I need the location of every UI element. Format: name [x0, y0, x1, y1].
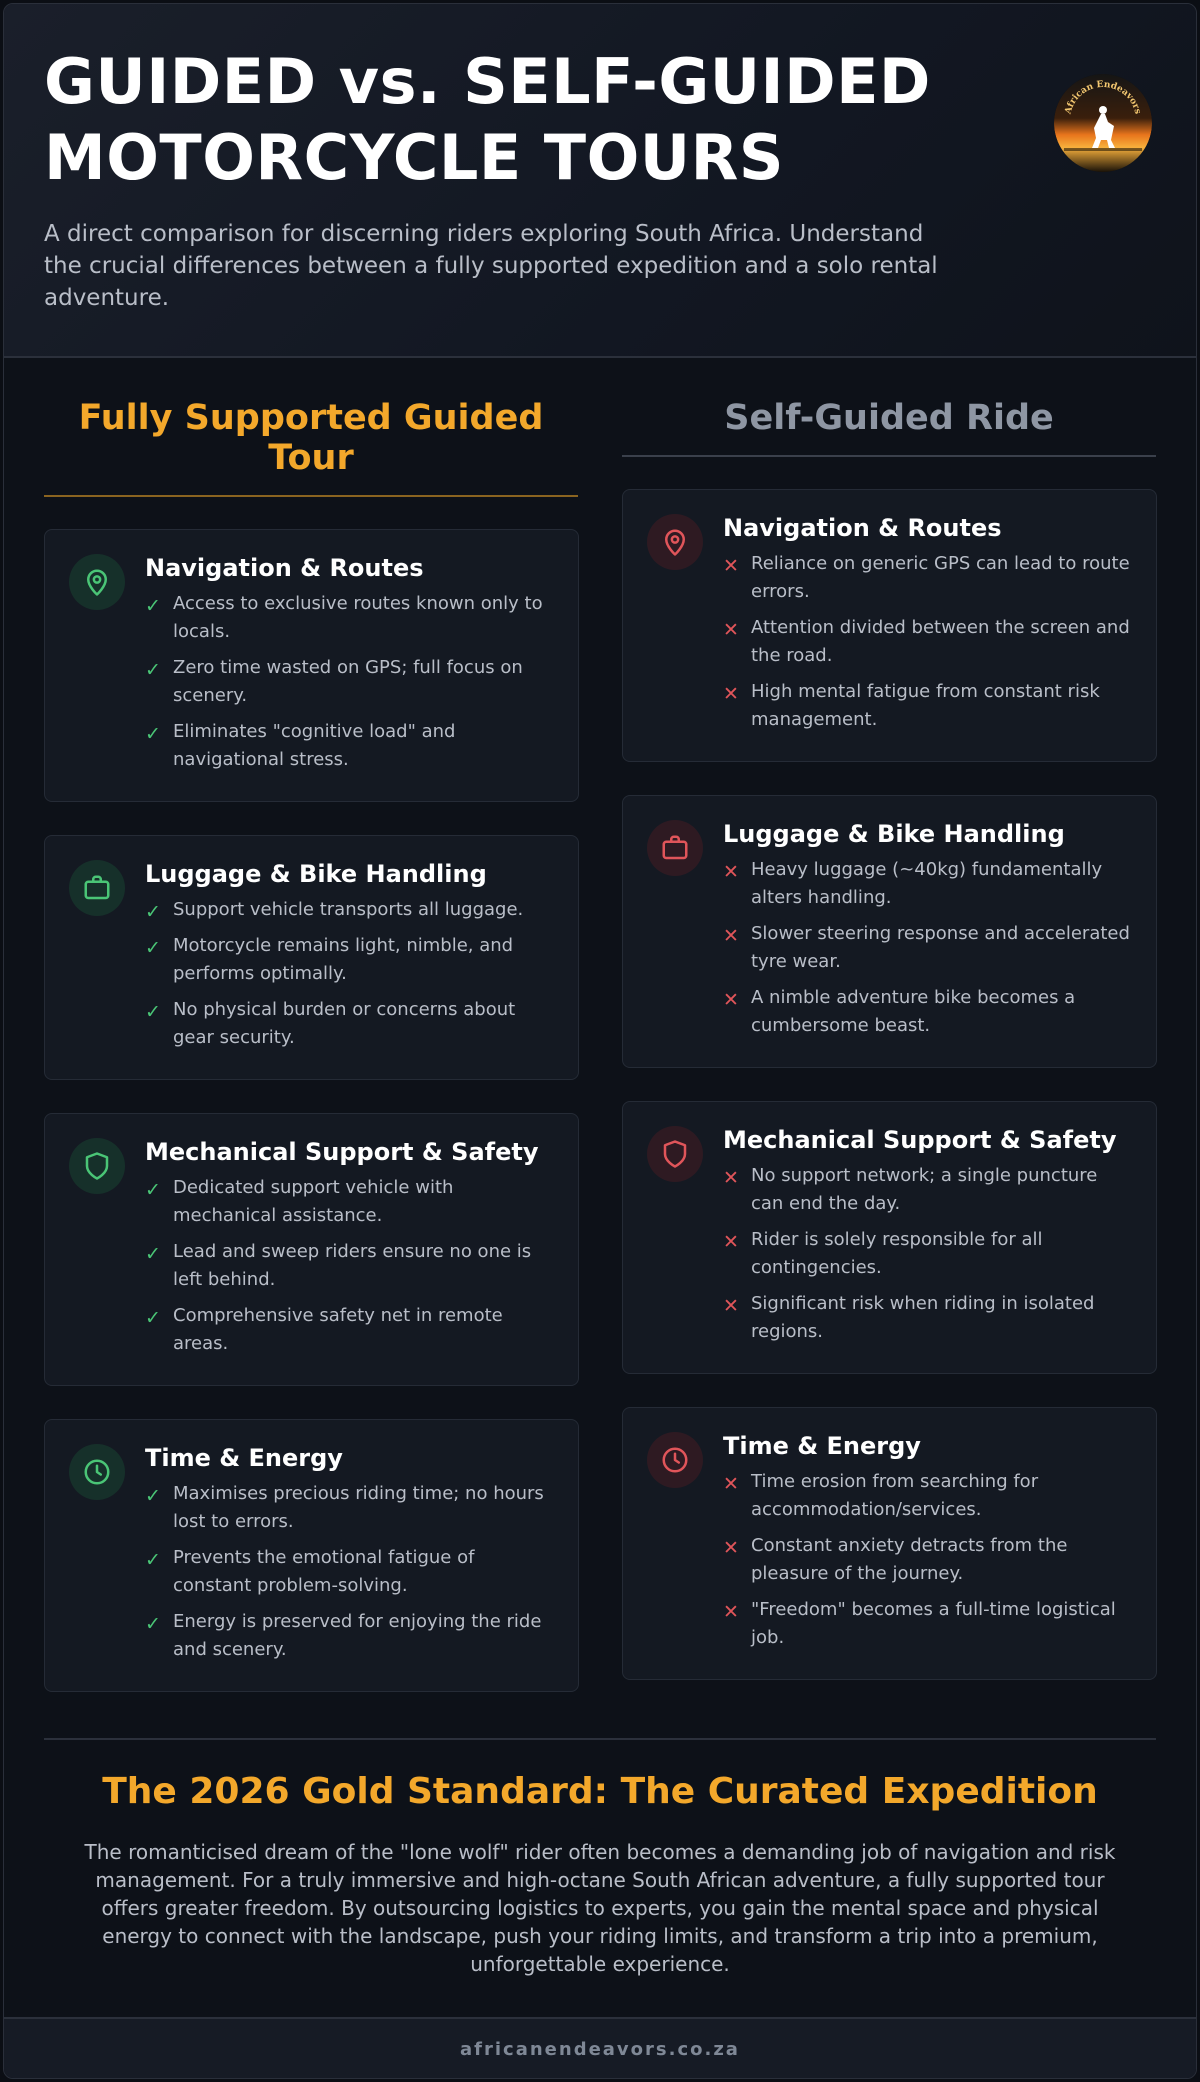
- benefit-list: [145, 590, 555, 782]
- check-icon: ✓: [145, 659, 161, 681]
- check-icon: ✓: [145, 1179, 161, 1201]
- cross-icon: ✕: [723, 1295, 739, 1317]
- check-icon: ✓: [145, 1613, 161, 1635]
- conclusion-title: The 2026 Gold Standard: The Curated Expedition: [102, 1771, 1098, 1812]
- list-item: ✕ Slower steering response and accelerated tyre wear.: [723, 923, 1130, 972]
- check-icon: ✓: [145, 1307, 161, 1329]
- shield-icon: [69, 1138, 125, 1194]
- guided-column-title: Fully Supported Guided Tour: [78, 398, 544, 478]
- self-guided-card-navigation: [622, 489, 1157, 762]
- drawback-list: [723, 1468, 1133, 1660]
- check-icon: ✓: [145, 595, 161, 617]
- card-title: Navigation & Routes: [723, 514, 1002, 542]
- card-title: Navigation & Routes: [145, 554, 424, 582]
- self-guided-column-title: Self-Guided Ride: [724, 398, 1054, 438]
- guided-card-navigation: [44, 529, 579, 802]
- drawback-list: [723, 1162, 1133, 1354]
- check-icon: ✓: [145, 1001, 161, 1023]
- list-item: ✕ Attention divided between the screen and the road.: [723, 617, 1130, 666]
- list-item: ✓ Energy is preserved for enjoying the ride and scenery.: [145, 1611, 542, 1660]
- benefit-list: [145, 896, 555, 1060]
- list-item: ✓ Zero time wasted on GPS; full focus on scenery.: [145, 657, 523, 706]
- drawback-list: [723, 550, 1133, 742]
- list-item: ✕ High mental fatigue from constant risk management.: [723, 681, 1100, 730]
- check-icon: ✓: [145, 901, 161, 923]
- cross-icon: ✕: [723, 555, 739, 577]
- list-item: ✕ A nimble adventure bike becomes a cumbersome beast.: [723, 987, 1076, 1036]
- conclusion-text: The romanticised dream of the "lone wolf" rider often becomes a demanding job of navigation and risk management. For a truly immersive and high-octane South African adventure, a fully supported tour offers greater freedom. By outsourcing logistics to experts, you gain the mental space and physical energy to connect with the landscape, push your riding limits, and transform a trip into a premium, unforgettable experience.: [84, 1840, 1116, 1976]
- luggage-icon: [647, 820, 703, 876]
- cross-icon: ✕: [723, 925, 739, 947]
- guided-card-mechanical: [44, 1113, 579, 1386]
- cross-icon: ✕: [723, 1537, 739, 1559]
- list-item: ✓ Dedicated support vehicle with mechanical assistance.: [145, 1177, 454, 1226]
- self-guided-title-divider: [622, 455, 1156, 457]
- svg-text:African Endeavors: African Endeavors: [1063, 79, 1143, 116]
- cross-icon: ✕: [723, 683, 739, 705]
- card-title: Mechanical Support & Safety: [145, 1138, 539, 1166]
- cross-icon: ✕: [723, 1473, 739, 1495]
- self-guided-card-luggage: [622, 795, 1157, 1068]
- header: [4, 4, 1196, 358]
- card-title: Luggage & Bike Handling: [145, 860, 487, 888]
- clock-icon: [69, 1444, 125, 1500]
- conclusion-divider: [44, 1738, 1156, 1740]
- list-item: ✓ Eliminates "cognitive load" and navigational stress.: [145, 721, 456, 770]
- list-item: ✓ Lead and sweep riders ensure no one is left behind.: [145, 1241, 532, 1290]
- list-item: ✕ "Freedom" becomes a full-time logistical job.: [723, 1599, 1116, 1648]
- map-pin-icon: [69, 554, 125, 610]
- card-title: Mechanical Support & Safety: [723, 1126, 1117, 1154]
- infographic: [3, 3, 1197, 2079]
- cross-icon: ✕: [723, 989, 739, 1011]
- card-title: Luggage & Bike Handling: [723, 820, 1065, 848]
- list-item: ✓ Support vehicle transports all luggage.: [145, 896, 555, 924]
- cross-icon: ✕: [723, 1601, 739, 1623]
- cross-icon: ✕: [723, 619, 739, 641]
- list-item: ✓ Maximises precious riding time; no hours lost to errors.: [145, 1483, 544, 1532]
- list-item: ✕ Significant risk when riding in isolated regions.: [723, 1293, 1095, 1342]
- list-item: ✓ Access to exclusive routes known only to locals.: [145, 593, 543, 642]
- luggage-icon: [69, 860, 125, 916]
- list-item: ✓ Motorcycle remains light, nimble, and performs optimally.: [145, 935, 514, 984]
- cross-icon: ✕: [723, 1167, 739, 1189]
- page-subtitle: A direct comparison for discerning riders exploring South Africa. Understand the crucial differences between a fully supported expedition and a solo rental adventure.: [44, 221, 938, 311]
- page-title: [44, 44, 944, 196]
- list-item: ✕ Reliance on generic GPS can lead to route errors.: [723, 553, 1130, 602]
- benefit-list: [145, 1174, 555, 1366]
- list-item: ✕ Constant anxiety detracts from the pleasure of the journey.: [723, 1535, 1068, 1584]
- brand-logo: [1054, 74, 1152, 172]
- list-item: ✓ Comprehensive safety net in remote areas.: [145, 1305, 503, 1354]
- self-guided-card-time: [622, 1407, 1157, 1680]
- check-icon: ✓: [145, 937, 161, 959]
- cross-icon: ✕: [723, 861, 739, 883]
- guided-card-luggage: [44, 835, 579, 1080]
- check-icon: ✓: [145, 723, 161, 745]
- guided-title-divider: [44, 495, 578, 497]
- card-title: Time & Energy: [723, 1432, 921, 1460]
- check-icon: ✓: [145, 1485, 161, 1507]
- list-item: ✓ No physical burden or concerns about gear security.: [145, 999, 516, 1048]
- title-line-1: GUIDED vs. SELF-GUIDED: [44, 45, 931, 118]
- clock-icon: [647, 1432, 703, 1488]
- guided-card-time: [44, 1419, 579, 1692]
- list-item: ✕ Time erosion from searching for accommodation/services.: [723, 1471, 1039, 1520]
- shield-icon: [647, 1126, 703, 1182]
- footer-domain: africanendeavors.co.za: [460, 2039, 740, 2060]
- map-pin-icon: [647, 514, 703, 570]
- list-item: ✕ Rider is solely responsible for all contingencies.: [723, 1229, 1043, 1278]
- self-guided-card-mechanical: [622, 1101, 1157, 1374]
- list-item: ✕ No support network; a single puncture can end the day.: [723, 1165, 1098, 1214]
- list-item: ✕ Heavy luggage (~40kg) fundamentally alters handling.: [723, 859, 1103, 908]
- cross-icon: ✕: [723, 1231, 739, 1253]
- check-icon: ✓: [145, 1549, 161, 1571]
- card-title: Time & Energy: [145, 1444, 343, 1472]
- title-line-2: MOTORCYCLE TOURS: [44, 121, 785, 194]
- check-icon: ✓: [145, 1243, 161, 1265]
- list-item: ✓ Prevents the emotional fatigue of constant problem-solving.: [145, 1547, 475, 1596]
- footer: [4, 2017, 1196, 2079]
- drawback-list: [723, 856, 1133, 1048]
- benefit-list: [145, 1480, 555, 1672]
